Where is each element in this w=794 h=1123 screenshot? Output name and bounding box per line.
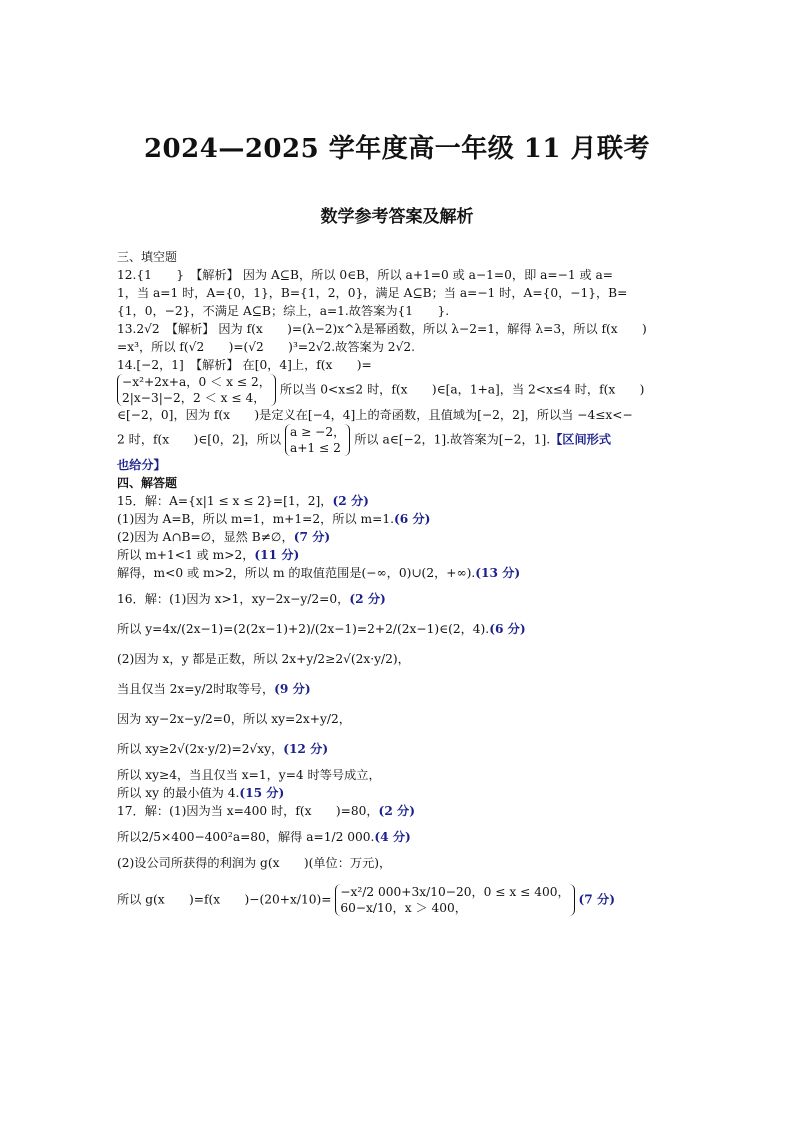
answer-content [117, 248, 679, 916]
q14-system-2: a+1 ≤ 2 [289, 441, 341, 455]
q15-line-2-text: (1)因为 A=B，所以 m=1，m+1=2，所以 m=1. [117, 512, 394, 526]
q16-line-6 [117, 740, 679, 758]
q17-line-1-text: 17．解：(1)因为当 x=400 时，f(x )=80， [117, 804, 379, 818]
q13-line-2: =x³，所以 f(√2 )=(√2 )³=2√2.故答案为 2√2. [117, 340, 415, 354]
q14-line-1: 14.[−2，1] 【解析】 在[0，4]上，f(x )= [117, 358, 372, 372]
q17-line-1 [117, 802, 679, 820]
q16-line-5: 因为 xy−2x−y/2=0，所以 xy=2x+y/2， [117, 712, 351, 726]
q14-note-1: 【区间形式 [550, 432, 612, 447]
page-subtitle: 数学参考答案及解析 [320, 207, 474, 227]
q14-system-1: a ≥ −2， [289, 425, 346, 439]
q15-line-1 [117, 492, 679, 510]
q14-line-2 [117, 374, 679, 406]
q16-score-6: (12 分) [283, 742, 329, 756]
page-title: 2024—2025 学年度高一年级 11 月联考 [143, 134, 651, 164]
q13-line-1: 13.2√2 【解析】 因为 f(x )=(λ−2)x^λ是幂函数，所以 λ−2=1，解得 λ=3，所以 f(x ) [117, 322, 647, 336]
q14-line-3: ∈[−2，0]，因为 f(x )是定义在[−4，4]上的奇函数，且值域为[−2，2]，所以当 −4≤x<− [117, 408, 633, 422]
q14-note-2: 也给分】 [117, 458, 166, 472]
q16-line-1 [117, 590, 679, 608]
q15-line-3-text: (2)因为 A∩B=∅，显然 B≠∅， [117, 530, 294, 544]
q17-line-2-text: 所以2/5×400−400²a=80，解得 a=1/2 000. [117, 830, 375, 844]
q14-line-4 [117, 424, 679, 456]
q15-score-2: (6 分) [393, 512, 431, 526]
q15-score-4: (11 分) [254, 548, 300, 562]
q14-system [285, 424, 350, 456]
q14-case-2: 2|x−3|−2，2 ＜ x ≤ 4， [122, 391, 266, 405]
section-fill-blank: 三、填空题 [117, 250, 178, 264]
q16-line-1-text: 16．解：(1)因为 x>1，xy−2x−y/2=0， [117, 592, 350, 606]
q17-line-4-pre: 所以 g(x )=f(x )−(20+x/10)= [117, 892, 332, 907]
q16-score-4: (9 分) [274, 682, 311, 696]
q15-line-5-text: 解得，m<0 或 m>2，所以 m 的取值范围是(−∞，0)∪(2，+∞). [117, 566, 476, 580]
q16-line-8 [117, 784, 679, 802]
q14-piecewise [117, 374, 276, 406]
q14-case-1: −x²+2x+a，0 ＜ x ≤ 2， [122, 375, 271, 389]
q15-score-3: (7 分) [293, 530, 331, 544]
q17-line-3: (2)设公司所获得的利润为 g(x )(单位：万元)， [117, 856, 392, 870]
q17-score-4: (7 分) [578, 892, 615, 907]
q12-line-3: {1，0，−2}，不满足 A⊆B；综上，a=1.故答案为{1 }. [117, 304, 450, 318]
q16-line-3: (2)因为 x，y 都是正数，所以 2x+y/2≥2√(2x·y/2)， [117, 652, 410, 666]
q17-line-2 [117, 828, 679, 846]
q17-case-2: 60−x/10，x ＞ 400， [340, 901, 467, 915]
q15-score-1: (2 分) [332, 494, 369, 508]
q15-line-4 [117, 546, 679, 564]
q15-line-4-text: 所以 m+1<1 或 m>2， [117, 548, 255, 562]
q16-line-6-text: 所以 xy≥2√(2x·y/2)=2√xy， [117, 742, 284, 756]
q16-score-8: (15 分) [239, 786, 285, 800]
q16-line-2-text: 所以 y=4x/(2x−1)=(2(2x−1)+2)/(2x−1)=2+2/(2x−1)∈(2，4). [117, 622, 490, 636]
q17-score-2: (4 分) [374, 830, 411, 844]
q16-score-1: (2 分) [349, 592, 386, 606]
q14-line-4-pre: 2 时，f(x )∈[0，2]，所以 [117, 432, 282, 447]
q16-line-2 [117, 620, 679, 638]
section-solutions: 四、解答题 [117, 476, 178, 490]
q12-line-2: 1，当 a=1 时，A={0，1}，B={1，2，0}，满足 A⊆B；当 a=−1 时，A={0，−1}，B= [117, 286, 628, 300]
q15-score-5: (13 分) [475, 566, 521, 580]
q16-line-8-text: 所以 xy 的最小值为 4. [117, 786, 240, 800]
q16-score-2: (6 分) [489, 622, 526, 636]
q15-line-2 [117, 510, 679, 528]
q16-line-4 [117, 680, 679, 698]
q15-line-3 [117, 528, 679, 546]
q17-line-4 [117, 884, 679, 916]
q16-line-4-text: 当且仅当 2x=y/2时取等号， [117, 682, 275, 696]
q15-line-5 [117, 564, 679, 582]
q14-line-2-text: 所以当 0<x≤2 时，f(x )∈[a，1+a]，当 2<x≤4 时，f(x ) [279, 382, 645, 397]
q14-line-4-post: 所以 a∈[−2，1].故答案为[−2，1]. [354, 432, 551, 447]
q15-line-1-text: 15．解：A={x|1 ≤ x ≤ 2}=[1，2]， [117, 494, 333, 508]
q17-score-1: (2 分) [378, 804, 415, 818]
q17-case-1: −x²/2 000+3x/10−20，0 ≤ x ≤ 400， [340, 885, 570, 899]
q12-line-1: 12.{1 } 【解析】 因为 A⊆B，所以 0∈B，所以 a+1=0 或 a−1=0，即 a=−1 或 a= [117, 268, 613, 282]
q17-piecewise [335, 884, 574, 916]
q16-line-7: 所以 xy≥4，当且仅当 x=1，y=4 时等号成立， [117, 768, 381, 782]
